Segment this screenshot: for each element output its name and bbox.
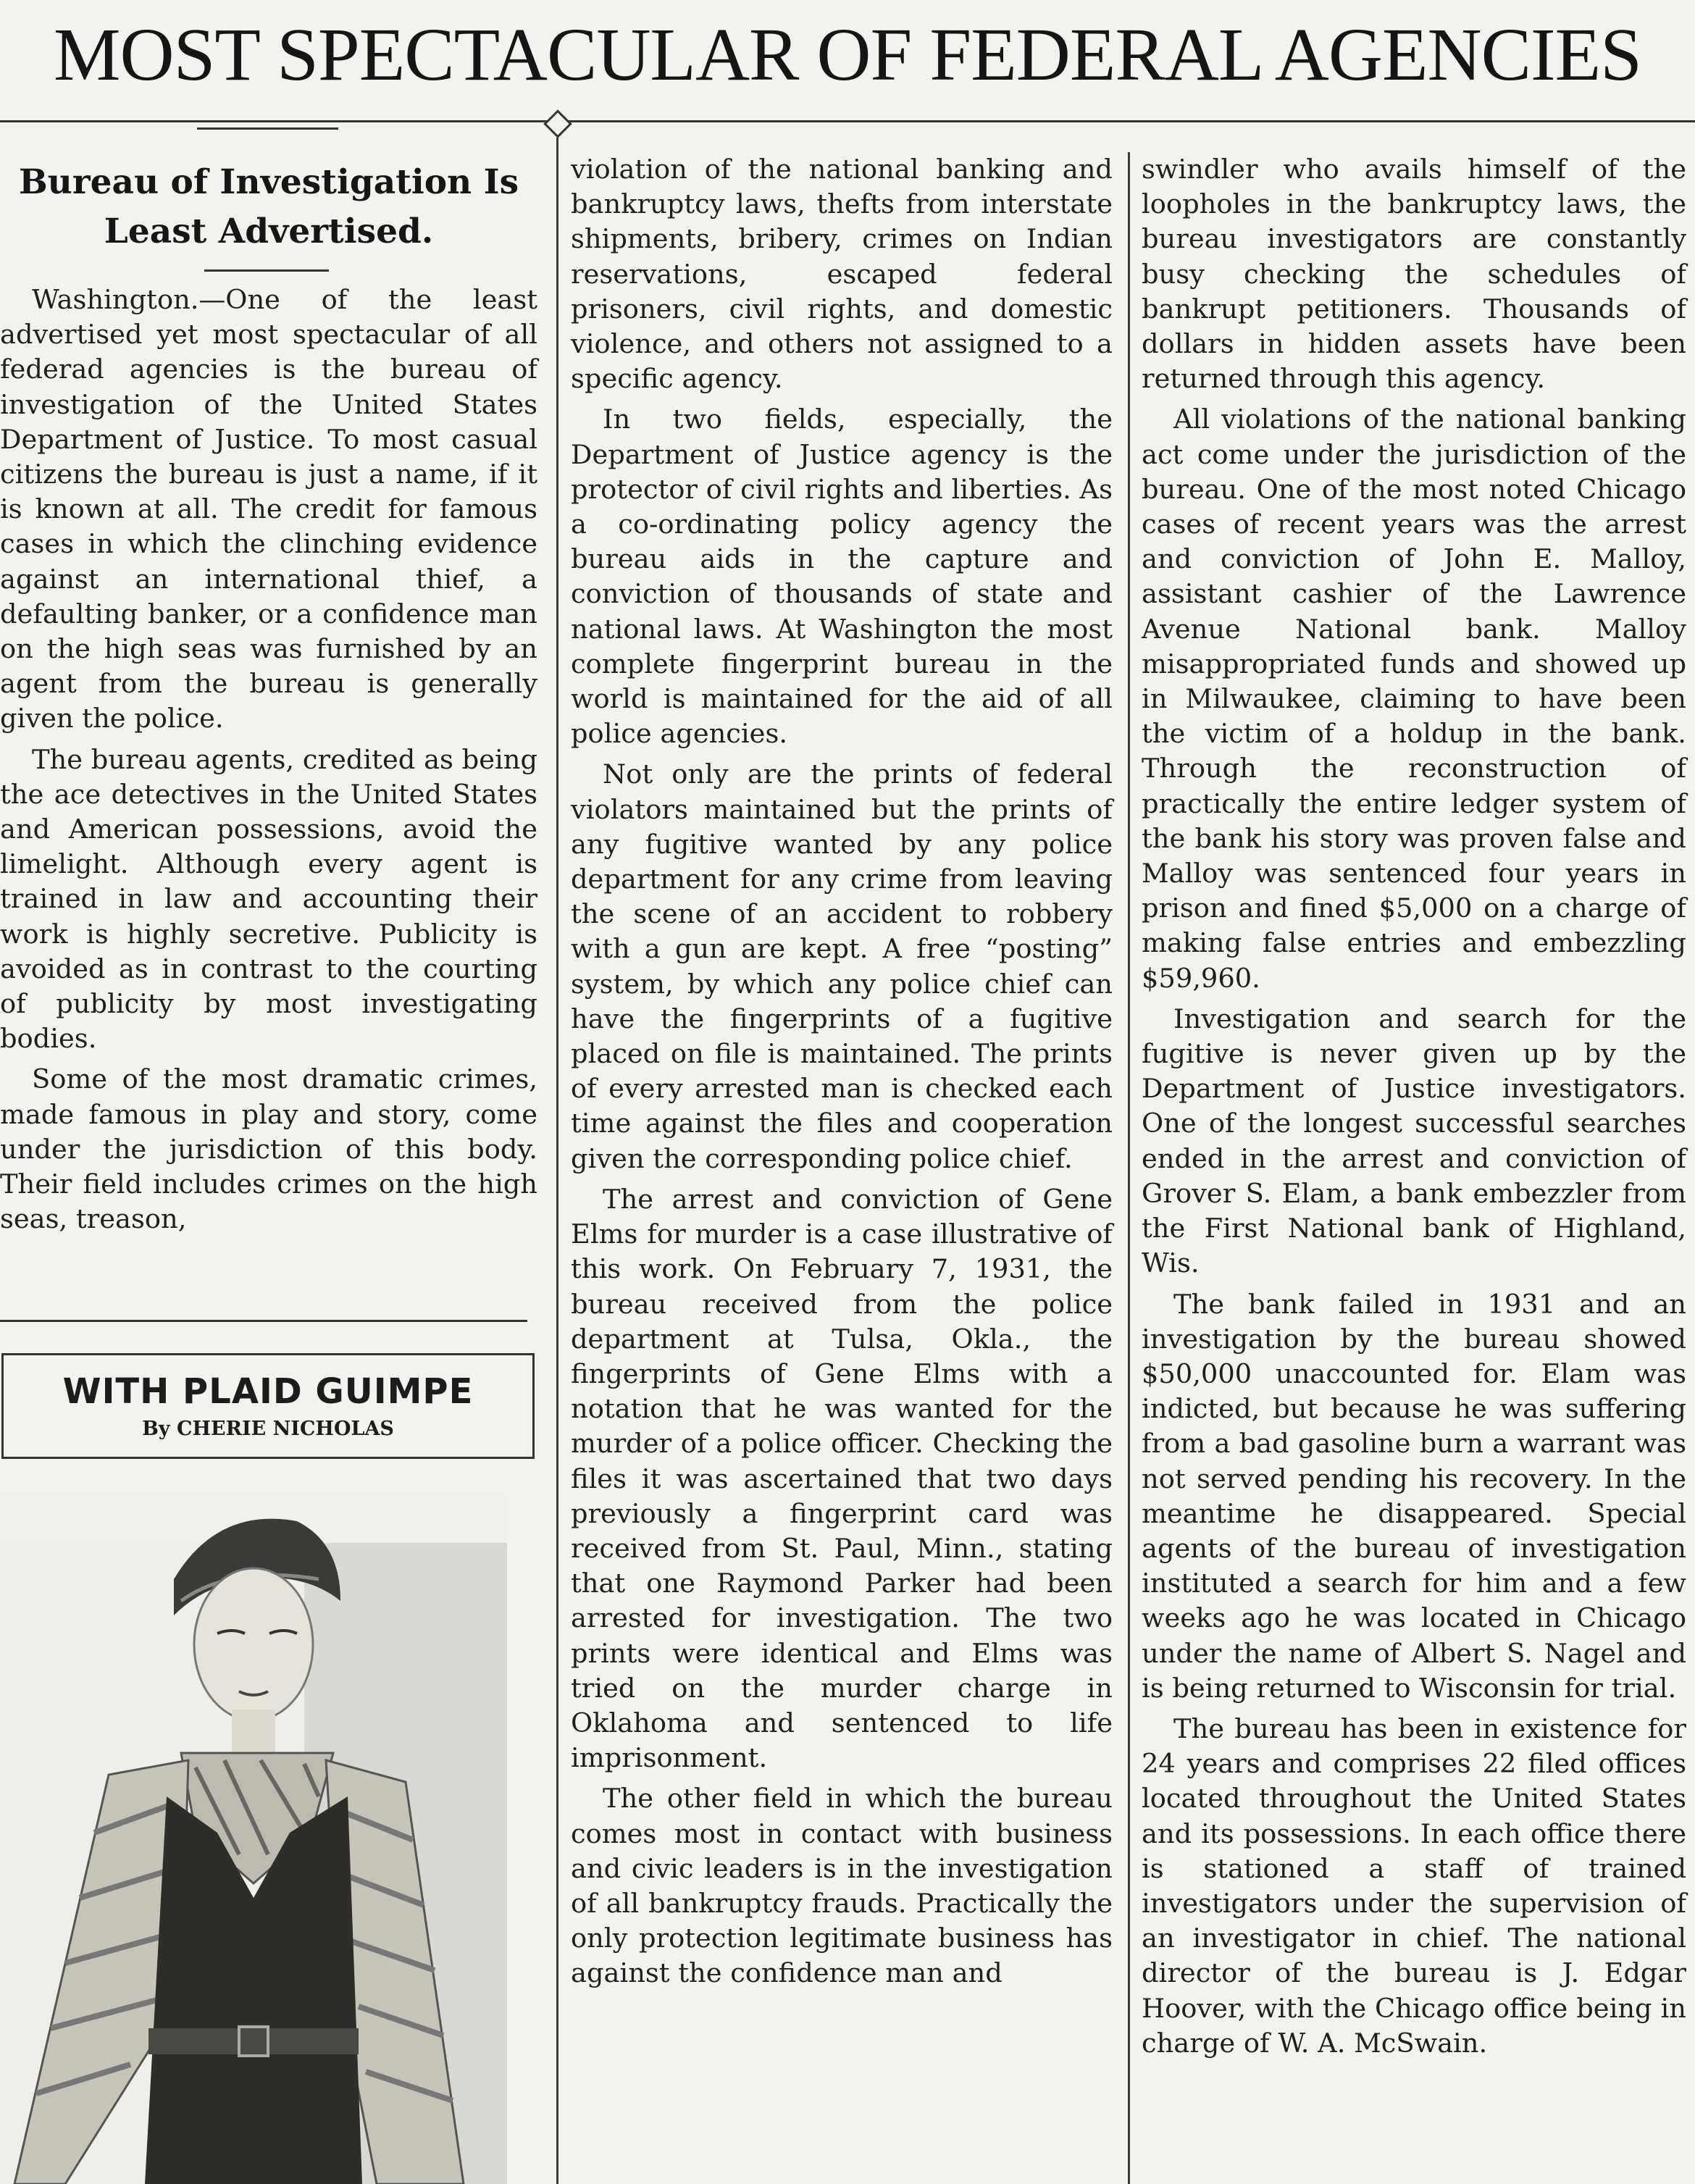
deck-bottom-rule xyxy=(204,269,329,272)
deck-line-1: Bureau of Investigation Is xyxy=(18,162,519,202)
paragraph: Not only are the prints of federal violators maintained but the prints of any fugitive wanted by any police department for any crime from leaving the scene of an accident to robbery with a gun are kept. A free “posting” system, by which any police chief can have the fingerprints of a fugitive placed on file is maintained. The prints of every arrested man is checked each time against the files and cooperation given the corresponding police chief. xyxy=(571,758,1113,1174)
page-headline: MOST SPECTACULAR OF FEDERAL AGENCIES xyxy=(54,12,1641,96)
article-column-2 xyxy=(571,152,1113,1991)
article-column-3 xyxy=(1142,152,1686,2061)
paragraph: The other field in which the bureau comes most in contact with business and civic leaders is in the investigation of all bankruptcy frauds. Practically the only protection legitimate business has against the confidence man and xyxy=(571,1783,1113,1989)
column-end-rule xyxy=(0,1320,527,1322)
column-divider xyxy=(556,138,558,2184)
fashion-title: WITH PLAID GUIMPE xyxy=(62,1371,474,1412)
paragraph: The bureau has been in existence for 24 years and comprises 22 filed offices located throughout the United States and its possessions. In each office there is stationed a staff of trained investigators under the supervision of an investigator in chief. The national director of the bureau is J. Edgar Hoover, with the Chicago office being in charge of W. A. McSwain. xyxy=(1142,1712,1686,2059)
column-divider xyxy=(1128,152,1130,2184)
paragraph: swindler who avails himself of the loopholes in the bankruptcy laws, the bureau investigators are constantly busy checking the schedules of bankrupt petitioners. Thousands of dollars in hidden assets have been returned through this agency. xyxy=(1142,154,1686,395)
fashion-byline: By CHERIE NICHOLAS xyxy=(142,1418,394,1440)
paragraph: All violations of the national banking act come under the jurisdiction of the bureau. One of the most noted Chicago cases of recent years was the arrest and conviction of John E. Malloy, assistant cashier of the Lawrence Avenue National bank. Malloy misappropriated funds and showed up in Milwaukee, claiming to have been the victim of a holdup in the bank. Through the reconstruction of practically the entire ledger system of the bank his story was proven false and Malloy was sentenced four years in prison and fined $5,000 on a charge of making false entries and embezzling $59,960. xyxy=(1142,403,1686,994)
deck-top-rule xyxy=(197,127,338,130)
headline-rule xyxy=(0,120,1695,122)
paragraph: Investigation and search for the fugitive is never given up by the Department of Justice investigators. One of the longest successful searches ended in the arrest and conviction of Grover S. Elam, a bank embezzler from the First National bank of Highland, Wis. xyxy=(1142,1003,1686,1279)
paragraph: The bank failed in 1931 and an investigation by the bureau showed $50,000 unaccounted for. Elam was indicted, but because he was suffering from a bad gasoline burn a warrant was not served pending his recovery. In the meantime he disappeared. Special agents of the bureau of investigation instituted a search for him and a few weeks ago he was located in Chicago under the name of Albert S. Nagel and is being returned to Wisconsin for trial. xyxy=(1142,1288,1686,1704)
paragraph: The bureau agents, credited as being the ace detectives in the United States and American possessions, avoid the limelight. Although every agent is trained in law and accounting their work is highly secretive. Publicity is avoided as in contrast to the courting of publicity by most investigating bodies. xyxy=(0,743,537,1055)
fashion-feature-box xyxy=(1,1353,535,1459)
fashion-photo xyxy=(0,1492,507,2184)
article-column-1 xyxy=(0,283,537,1237)
paragraph: Washington.—One of the least advertised yet most spectacular of all federad agencies is the bureau of investigation of the United States Department of Justice. To most casual citizens the bureau is just a name, if it is known at all. The credit for famous cases in which the clinching evidence against an international thief, a defaulting banker, or a confidence man on the high seas was furnished by an agent from the bureau is generally given the police. xyxy=(0,284,537,735)
rule-ornament xyxy=(543,109,572,138)
paragraph: The arrest and conviction of Gene Elms for murder is a case illustrative of this work. On February 7, 1931, the bureau received from the police department at Tulsa, Okla., the fingerprints of Gene Elms with a notation that he was wanted for the murder of a police officer. Checking the files it was ascertained that two days previously a fingerprint card was received from St. Paul, Minn., stating that one Raymond Parker had been arrested for investigation. The two prints were identical and Elms was tried on the murder charge in Oklahoma and sentenced to life imprisonment. xyxy=(571,1183,1113,1774)
article-deck xyxy=(0,158,537,256)
deck-line-2: Least Advertised. xyxy=(104,212,434,251)
paragraph: In two fields, especially, the Department of Justice agency is the protector of civil rights and liberties. As a co-ordinating policy agency the bureau aids in the capture and conviction of thousands of state and national laws. At Washington the most complete fingerprint bureau in the world is maintained for the aid of all police agencies. xyxy=(571,403,1113,750)
paragraph: violation of the national banking and bankruptcy laws, thefts from interstate shipments, bribery, crimes on Indian reservations, escaped federal prisoners, civil rights, and domestic violence, and others not assigned to a specific agency. xyxy=(571,154,1113,395)
paragraph: Some of the most dramatic crimes, made famous in play and story, come under the jurisdiction of this body. Their field includes crimes on the high seas, treason, xyxy=(0,1063,537,1235)
